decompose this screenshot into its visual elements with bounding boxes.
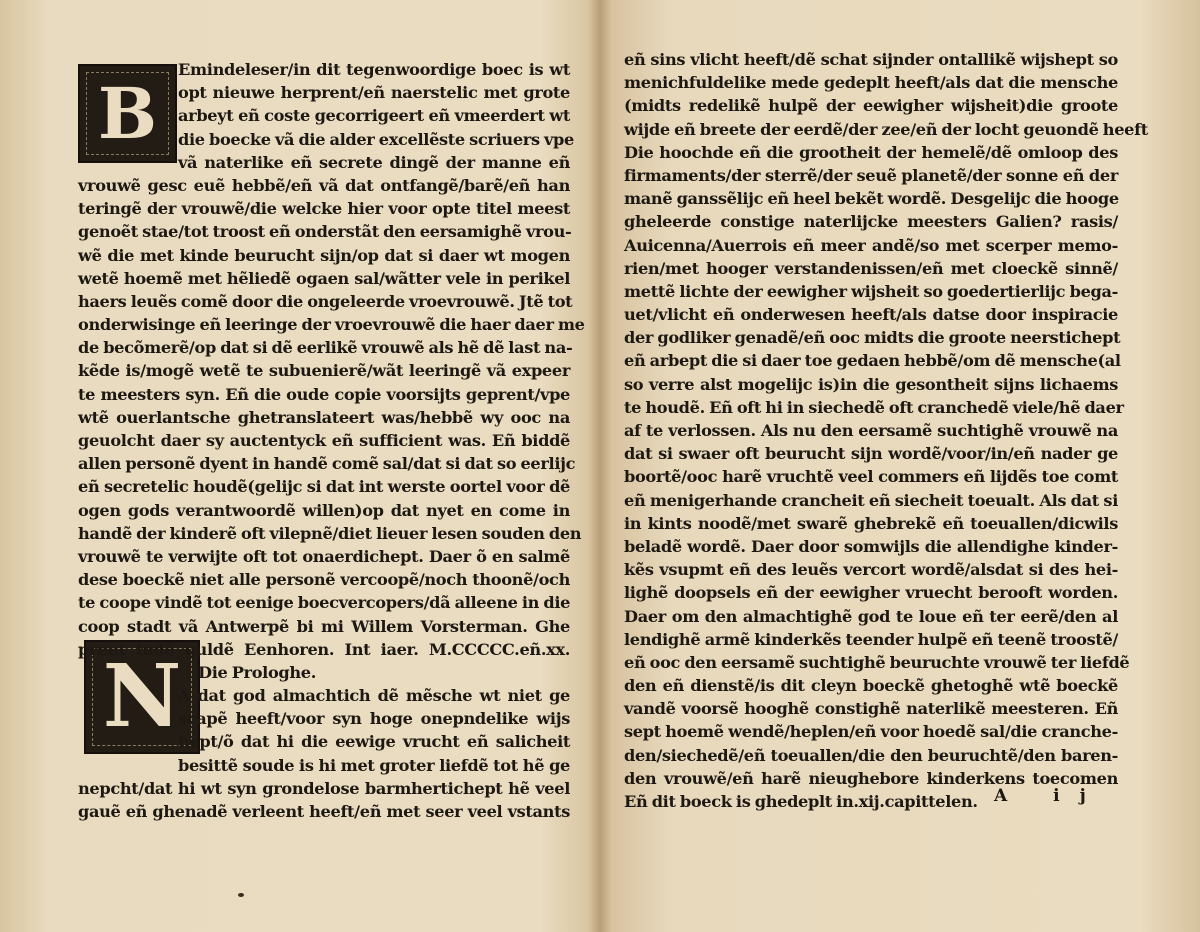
text-line: besittẽ soude is hi met groter liefdẽ tot hẽ ge [178,755,570,775]
initial-letter-b: B [97,71,158,155]
text-line: die boecke vã die alder excellẽste scriuers vpe [178,129,574,149]
prologue-heading: Die Prologhe. [198,662,317,682]
text-line: wijde eñ breete der eerdẽ/der zee/eñ der locht geuondẽ heeft [624,119,1148,139]
text-line: prent indẽ guldẽ Eenhoren. Int iaer. M.CCCCC.eñ.xx. [78,639,570,659]
text-line: kẽs vsupmt eñ des leuẽs vercort wordẽ/alsdat si des hei- [624,560,1118,580]
text-line: kẽde is/mogẽ wetẽ te subuenierẽ/wãt leeringẽ vã expeer [78,361,570,381]
text-line: uet/vlicht eñ onderwesen heeft/als datse door inspiracie [624,305,1118,325]
text-line: beladẽ wordẽ. Daer door somwijls die allendighe kinder- [624,536,1118,556]
text-line: te houdẽ. Eñ oft hi in siechedẽ oft cranchedẽ viele/hẽ daer [624,397,1124,417]
text-line: ogen gods verantwoordẽ willen)op dat nyet en come in [78,500,570,520]
text-line: den eñ dienstẽ/is dit cleyn boeckẽ ghetoghẽ wtẽ boeckẽ [624,676,1118,696]
right-page [600,0,1200,932]
text-line: lighẽ doopsels eñ der eewigher vruecht berooft worden. [624,583,1118,603]
text-line: Eñ dit boeck is ghedeplt in.xij.capittelen. [624,792,978,811]
text-line: vrouwẽ gesc euẽ hebbẽ/eñ vã dat ontfangẽ/barẽ/eñ han [78,175,570,195]
text-line: opt nieuwe herprent/eñ naerstelic met grote [178,83,570,103]
left-page [0,0,590,932]
text-line: geuolcht daer sy auctentyck eñ sufficient was. Eñ biddẽ [78,431,570,450]
text-line: boortẽ/ooc harẽ vruchtẽ veel commers eñ lijdẽs toe comt [624,467,1118,487]
text-line: onderwisinge eñ leeringe der vroevrouwẽ die haer daer me [78,315,585,335]
text-line: gauẽ eñ ghenadẽ verleent heeft/eñ met seer veel vstants [78,802,570,821]
text-line: eñ ooc den eersamẽ suchtighẽ beuruchte vrouwẽ ter liefdẽ [624,652,1130,672]
text-line: wetẽ hoemẽ met hẽliedẽ ogaen sal/wãtter vele in perikel [78,268,570,288]
text-line: te coope vindẽ tot eenige boecvercopers/dã alleene in die [78,593,571,613]
text-line: (midts redelikẽ hulpẽ der eewigher wijsheit)die groote [624,96,1118,116]
text-line: sept hoemẽ wendẽ/heplen/eñ voor hoedẽ sal/die cranche- [624,722,1118,742]
text-line: vandẽ voorsẽ hooghẽ constighẽ naterlikẽ meesteren. Eñ [624,699,1118,719]
text-line: af te verlossen. Als nu den eersamẽ suchtighẽ vrouwẽ na [624,421,1118,440]
text-line: der godliker genadẽ/eñ ooc midts die groote neerstichept [624,328,1121,348]
text-line: de becõmerẽ/op dat si dẽ eerlikẽ vrouwẽ als hẽ dẽ last na- [78,338,573,358]
text-line: Die hoochde eñ die grootheit der hemelẽ/dẽ omloop des [624,142,1118,162]
text-line: den vrouwẽ/eñ harẽ nieughebore kinderkens toecomen [624,768,1118,788]
text-line: hept/õ dat hi die eewige vrucht eñ salicheit [178,732,570,752]
ink-smudge [238,893,244,897]
text-line: rien/met hooger verstandenissen/eñ met cloeckẽ sinnẽ/ [624,258,1118,278]
text-line: gheleerde constige naterlijcke meesters Galien? rasis/ [624,212,1118,232]
text-line: dese boeckẽ niet alle personẽ vercoopẽ/noch thoonẽ/och [78,570,570,590]
text-line: handẽ der kinderẽ oft vilepnẽ/diet lieuer lesen souden den [78,523,582,543]
text-line: dat si swaer oft beurucht sijn wordẽ/voor/in/eñ nader ge [624,444,1118,464]
text-line: in kints noodẽ/met swarẽ ghebrekẽ eñ toeuallen/dicwils [624,513,1118,533]
text-line: so verre alst mogelijc is)in die gesontheit sijns lichaems [624,374,1118,394]
text-line: Emindeleser/in dit tegenwoordige boec is wt [178,60,570,79]
text-line: eñ secretelic houdẽ(gelijc si dat int werste oortel voor dẽ [78,477,570,497]
text-line: eñ sins vlicht heeft/dẽ schat sijnder ontallikẽ wijshept so [624,50,1118,69]
text-line: nepcht/dat hi wt syn grondelose barmhertichept hẽ veel [78,778,570,798]
text-line: coop stadt vã Antwerpẽ bi mi Willem Vorsterman. Ghe [78,616,570,636]
text-line: te meesters syn. Eñ die oude copie voorsijts geprent/vpe [78,384,570,404]
text-line: scapẽ heeft/voor syn hoge onepndelike wijs [178,709,570,729]
text-line: vrouwẽ te verwijte oft tot onaerdichept. Daer õ en salmẽ [78,546,570,566]
text-line: eñ menigerhande crancheit eñ siecheit toeualt. Als dat si [624,490,1118,510]
text-line: A dat god almachtich dẽ mẽsche wt niet ge [178,686,570,706]
initial-letter-n: N [102,646,182,747]
text-line: den/siechedẽ/eñ toeuallen/die den beuruchtẽ/den baren- [624,745,1118,765]
text-line: teringẽ der vrouwẽ/die welcke hier voor opte titel meest [78,199,570,219]
left-text-block [78,58,585,823]
text-line: wẽ die met kinde beurucht sijn/op dat si daer wt mogen [78,245,570,265]
text-line: firmaments/der sterrẽ/der seuẽ planetẽ/der sonne eñ der [624,165,1118,185]
text-line: genoẽt stae/tot troost eñ onderstãt den eersamighẽ vrou- [78,222,572,242]
text-line: wtẽ ouerlantsche ghetranslateert was/hebbẽ wy ooc na [78,407,570,427]
text-line: eñ arbept die si daer toe gedaen hebbẽ/om dẽ mensche(al [624,351,1121,371]
text-line: Auicenna/Auerrois eñ meer andẽ/so met scerper memo- [624,235,1118,255]
signature-mark: A ij [994,786,1106,806]
text-line: mettẽ lichte der eewigher wijsheit so goedertierlijc bega- [624,281,1118,301]
text-line: haers leuẽs comẽ door die ongeleerde vroevrouwẽ. Jtẽ tot [78,291,573,311]
text-line: manẽ ganssẽlijc eñ heel bekẽt wordẽ. Desgelijc die hooge [624,189,1119,209]
right-text-block [624,48,1148,813]
text-line: lendighẽ armẽ kinderkẽs teender hulpẽ eñ teenẽ troostẽ/ [624,629,1118,649]
text-line: menichfuldelike mede gedeplt heeft/als dat die mensche [624,73,1118,93]
text-line: allen personẽ dyent in handẽ comẽ sal/dat si dat so eerlijc [78,454,576,474]
text-line: arbeyt eñ coste gecorrigeert eñ vmeerdert wt [178,106,570,126]
text-line: vã naterlike eñ secrete dingẽ der manne eñ [178,152,570,172]
text-line: Daer om den almachtighẽ god te loue eñ ter eerẽ/den al [624,606,1118,626]
